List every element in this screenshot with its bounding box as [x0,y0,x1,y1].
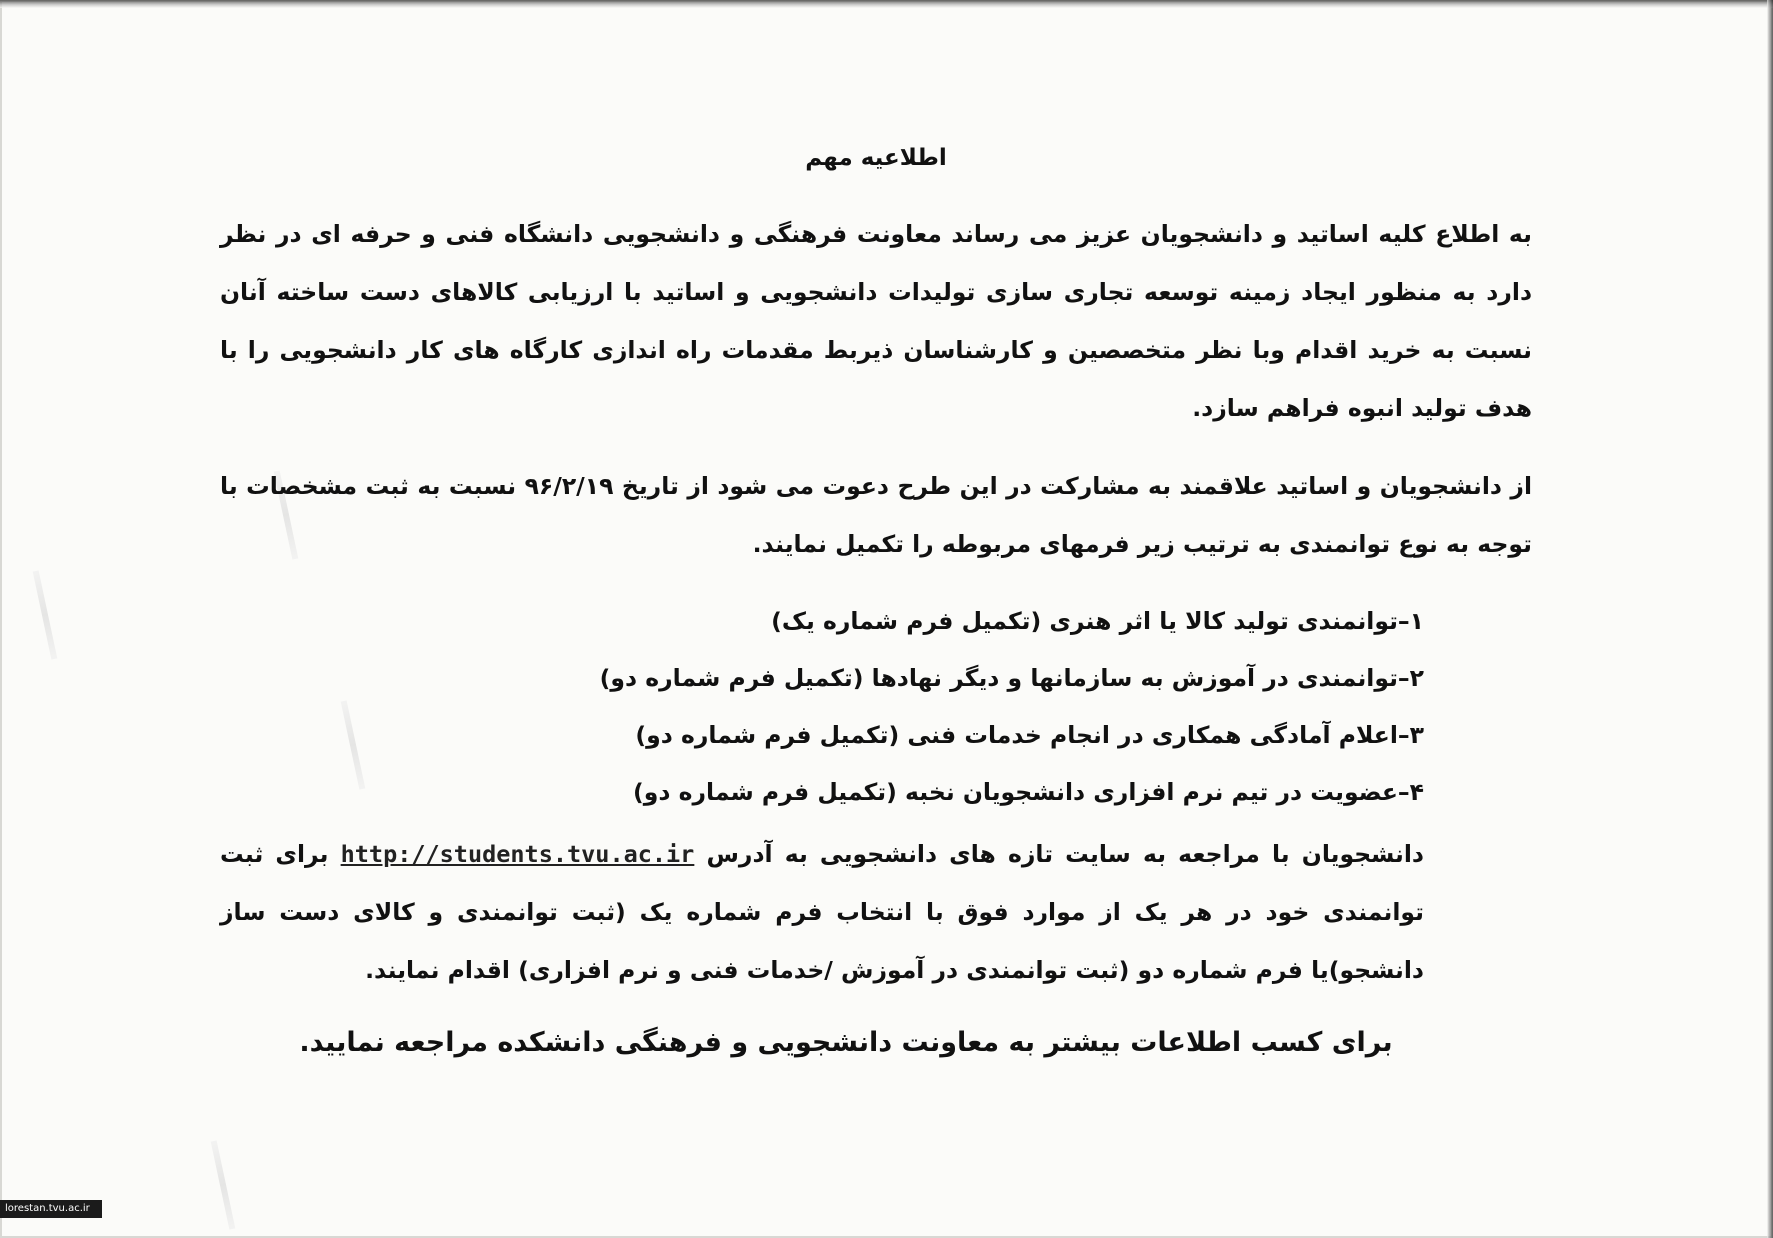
intro-paragraph: به اطلاع کلیه اساتید و دانشجویان عزیز می رساند معاونت فرهنگی و دانشجویی دانشگاه فنی و حرفه ای در نظر دارد به منظور ایجاد زمینه توسعه تجاری سازی تولیدات دانشجویی و اساتید با ارزیابی کالاهای دست ساخته آنان نسبت به خرید اقدام وبا نظر متخصصین و کارشناسان ذیربط مقدمات راه اندازی کارگاه های کار دانشجویی را با هدف تولید انبوه فراهم سازد. [220,220,1532,422]
scan-shadow-right [1767,0,1773,1238]
scan-shadow-top [0,0,1773,8]
students-site-link[interactable]: http://students.tvu.ac.ir [340,840,695,868]
contact-note: برای کسب اطلاعات بیشتر به معاونت دانشجویی و فرهنگی دانشکده مراجعه نمایید. [299,1027,1393,1058]
announcement-title: اطلاعیه مهم [805,145,947,171]
registration-paragraph [220,825,1424,999]
capability-list [220,593,1424,821]
list-item: ۱–توانمندی تولید کالا یا اثر هنری (تکمیل فرم شماره یک) [771,607,1424,635]
site-watermark: lorestan.tvu.ac.ir [0,1200,102,1218]
announcement [220,145,1532,1073]
list-item: ۲–توانمندی در آموزش به سازمانها و دیگر نهادها (تکمیل فرم شماره دو) [599,664,1424,692]
invitation-paragraph: از دانشجویان و اساتید علاقمند به مشارکت در این طرح دعوت می شود از تاریخ ۹۶/۲/۱۹ نسبت به ثبت مشخصات با توجه به نوع توانمندی به ترتیب زیر فرمهای مربوطه را تکمیل نمایند. [220,472,1533,558]
registration-text-start: دانشجویان با مراجعه به سایت تازه های دانشجویی به آدرس [694,840,1424,868]
scan-smudge [211,1140,236,1229]
scan-smudge [33,570,58,659]
list-item: ۴–عضویت در تیم نرم افزاری دانشجویان نخبه (تکمیل فرم شماره دو) [633,778,1424,806]
registration-text-end: برای ثبت توانمندی خود در هر یک از موارد فوق با انتخاب فرم شماره یک (ثبت توانمندی و کالای دست ساز دانشجو)یا فرم شماره دو (ثبت توانمندی در آموزش /خدمات فنی و نرم افزاری) اقدام نمایند. [220,840,1424,984]
list-item: ۳–اعلام آمادگی همکاری در انجام خدمات فنی (تکمیل فرم شماره دو) [635,721,1424,749]
